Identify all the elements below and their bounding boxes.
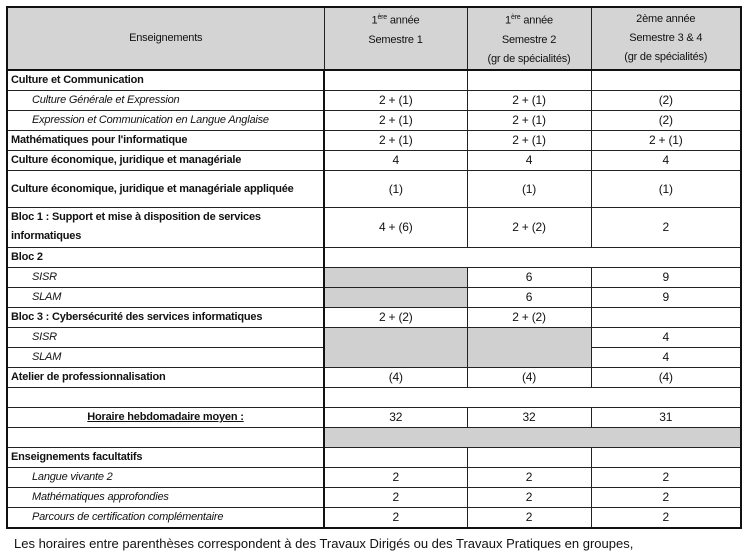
year-label: 2ème année [636,12,696,25]
row-label: Atelier de professionnalisation [7,367,324,387]
hours-cell-3: 9 [591,267,741,287]
row-label: Bloc 2 [7,247,324,267]
schedule-table [6,6,742,529]
header-semestre-1 [324,7,467,70]
table-row [7,327,741,347]
row-label: Enseignements facultatifs [7,447,324,467]
hours-cell-3: 2 [591,467,741,487]
row-label: SISR [7,327,324,347]
row-label: Culture économique, juridique et managériale appliquée [7,170,324,207]
hours-cell-3: (1) [591,170,741,207]
table-row [7,170,741,207]
table-row [7,267,741,287]
header-enseignements: Enseignements [7,7,324,70]
row-label [7,387,324,407]
hours-cell-2: 32 [467,407,591,427]
table-row [7,150,741,170]
year-number: 1 [371,14,378,27]
row-label: SLAM [7,287,324,307]
hours-cell-2 [467,327,591,367]
hours-cell-3 [591,447,741,467]
table-row [7,247,741,267]
table-row [7,367,741,387]
hours-cell-1: 4 [324,150,467,170]
hours-cell-1: 2 + (1) [324,110,467,130]
hours-cell-1: (4) [324,367,467,387]
hours-cell-2: 2 + (1) [467,90,591,110]
hours-cell-2 [467,70,591,91]
table-row [7,90,741,110]
hours-cell-2: 2 [467,467,591,487]
header-semestre-3-4 [591,7,741,70]
semester-label: Semestre 3 & 4 [629,31,703,44]
row-label: Culture et Communication [7,70,324,91]
row-label: Culture économique, juridique et managériale [7,150,324,170]
year-suffix: ère [510,14,521,21]
table-row [7,467,741,487]
hours-cell-2: 6 [467,287,591,307]
table-row [7,287,741,307]
hours-cell-3: (2) [591,110,741,130]
hours-cell-3: (2) [591,90,741,110]
row-label: Mathématiques pour l'informatique [7,130,324,150]
table-row [7,130,741,150]
row-label: Expression et Communication en Langue Anglaise [7,110,324,130]
group-label: (gr de spécialités) [487,52,571,65]
hours-cell-2: 2 [467,487,591,507]
hours-cell-3: (4) [591,367,741,387]
table-row [7,407,741,427]
hours-cell-2: (4) [467,367,591,387]
hours-cell-1 [324,70,467,91]
hours-cell-2: 2 + (2) [467,307,591,327]
semester-label: Semestre 2 [501,33,557,46]
merged-cell [324,387,741,407]
hours-cell-1: 2 [324,487,467,507]
row-label: Culture Générale et Expression [7,90,324,110]
hours-cell-3: 2 [591,207,741,247]
table-row [7,427,741,447]
table-row [7,70,741,91]
merged-cell [324,247,741,267]
row-label: Langue vivante 2 [7,467,324,487]
table-row [7,110,741,130]
hours-cell-3: 31 [591,407,741,427]
hours-cell-1 [324,447,467,467]
hours-cell-1 [324,327,467,367]
hours-cell-1: 4 + (6) [324,207,467,247]
row-label: Parcours de certification complémentaire [7,507,324,528]
year-suffix: ère [377,14,387,21]
hours-cell-3: 4 [591,327,741,347]
row-label: SLAM [7,347,324,367]
hours-cell-1: (1) [324,170,467,207]
hours-cell-1: 2 + (1) [324,90,467,110]
year-label: année [520,14,553,27]
hours-cell-3: 4 [591,150,741,170]
hours-cell-3: 9 [591,287,741,307]
row-label: Horaire hebdomadaire moyen : [7,407,324,427]
hours-cell-3 [591,307,741,327]
hours-cell-3: 2 [591,507,741,528]
year-label: année [387,14,420,27]
hours-cell-2: 6 [467,267,591,287]
row-label: Bloc 3 : Cybersécurité des services informatiques [7,307,324,327]
footnote: Les horaires entre parenthèses correspondent à des Travaux Dirigés ou des Travaux Pratiques en groupes, [14,536,634,551]
hours-cell-1 [324,267,467,287]
hours-cell-3: 2 + (1) [591,130,741,150]
header-semestre-2 [467,7,591,70]
merged-cell [324,427,741,447]
group-label: (gr de spécialités) [624,50,708,63]
table-row [7,207,741,247]
table-row [7,487,741,507]
hours-cell-1 [324,287,467,307]
table-row [7,447,741,467]
semester-label: Semestre 1 [368,33,423,46]
hours-cell-2: 4 [467,150,591,170]
hours-cell-2 [467,447,591,467]
hours-cell-1: 2 [324,507,467,528]
hours-cell-3: 2 [591,487,741,507]
table-row [7,507,741,528]
hours-cell-2: 2 [467,507,591,528]
row-label [7,427,324,447]
year-number: 1 [505,14,511,27]
hours-cell-3 [591,70,741,91]
row-label: Mathématiques approfondies [7,487,324,507]
row-label: Bloc 1 : Support et mise à disposition de services informatiques [7,207,324,247]
hours-cell-2: (1) [467,170,591,207]
hours-cell-2: 2 + (1) [467,130,591,150]
hours-cell-2: 2 + (2) [467,207,591,247]
hours-cell-1: 2 [324,467,467,487]
hours-cell-3: 4 [591,347,741,367]
hours-cell-2: 2 + (1) [467,110,591,130]
hours-cell-1: 2 + (2) [324,307,467,327]
hours-cell-1: 32 [324,407,467,427]
table-row [7,387,741,407]
table-row [7,307,741,327]
hours-cell-1: 2 + (1) [324,130,467,150]
row-label: SISR [7,267,324,287]
